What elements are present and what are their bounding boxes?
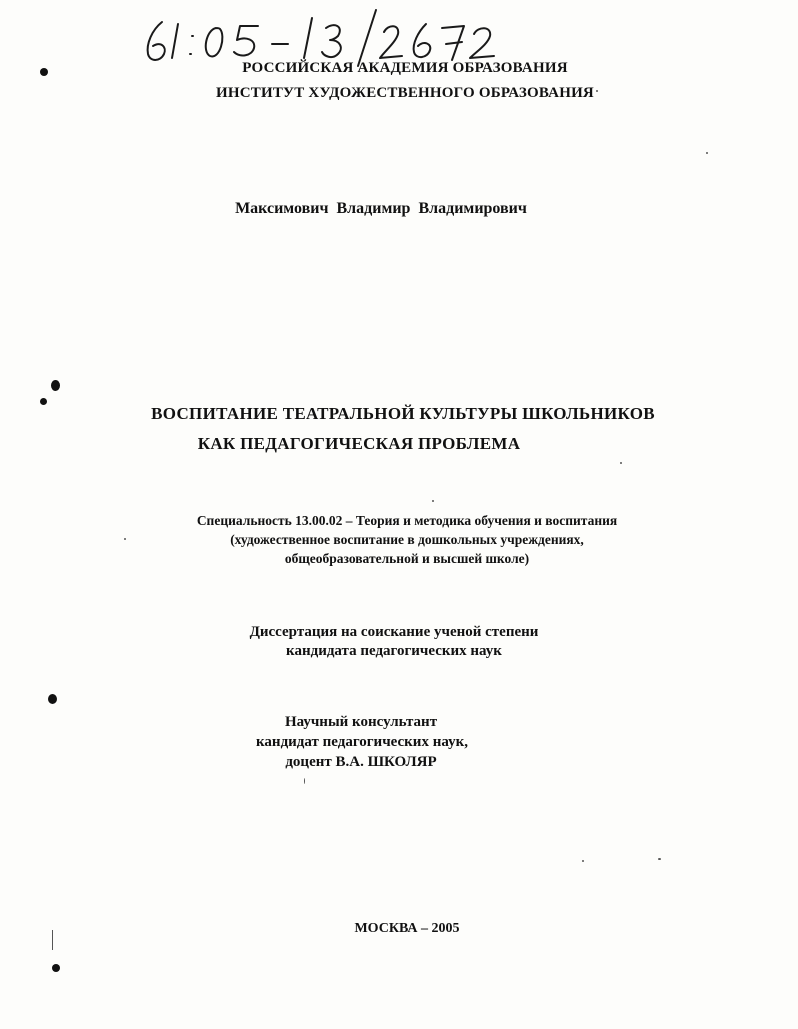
- binding-hole-mark: [40, 68, 48, 76]
- dissertation-title-line-1: ВОСПИТАНИЕ ТЕАТРАЛЬНОЙ КУЛЬТУРЫ ШКОЛЬНИКОВ: [151, 404, 655, 423]
- scan-speck: [432, 500, 434, 502]
- scan-speck: [124, 538, 126, 540]
- handwritten-number-drawing: [140, 6, 510, 68]
- degree-line-2: кандидата педагогических наук: [286, 643, 502, 659]
- supervisor-line-1: Научный консультант: [284, 714, 438, 730]
- scan-speck: [52, 930, 53, 950]
- scan-speck: [596, 90, 598, 92]
- city-year: МОСКВА – 2005: [354, 921, 460, 936]
- specialty-line-3: общеобразовательной и высшей школе): [284, 551, 530, 566]
- author-name: Максимович Владимир Владимирович: [235, 200, 527, 217]
- scan-speck: [706, 152, 708, 154]
- scan-speck: [658, 858, 661, 860]
- scan-speck: [582, 860, 584, 862]
- organization-line-1: РОССИЙСКАЯ АКАДЕМИЯ ОБРАЗОВАНИЯ: [242, 60, 568, 76]
- binding-hole-mark: [40, 398, 47, 405]
- binding-hole-mark: [51, 380, 60, 391]
- degree-line-1: Диссертация на соискание ученой степени: [249, 624, 539, 640]
- handwritten-catalog-number: [140, 6, 510, 68]
- scan-speck: [620, 462, 622, 464]
- scan-speck: [304, 778, 305, 784]
- binding-hole-mark: [48, 694, 57, 704]
- binding-hole-mark: [52, 964, 60, 972]
- organization-line-2: ИНСТИТУТ ХУДОЖЕСТВЕННОГО ОБРАЗОВАНИЯ: [216, 85, 594, 101]
- specialty-line-1: Специальность 13.00.02 – Теория и методика обучения и воспитания: [196, 513, 618, 528]
- supervisor-line-3: доцент В.А. ШКОЛЯР: [285, 754, 437, 770]
- specialty-line-2: (художественное воспитание в дошкольных учреждениях,: [230, 532, 584, 547]
- dissertation-title-line-2: КАК ПЕДАГОГИЧЕСКАЯ ПРОБЛЕМА: [197, 434, 521, 453]
- supervisor-line-2: кандидат педагогических наук,: [256, 734, 468, 750]
